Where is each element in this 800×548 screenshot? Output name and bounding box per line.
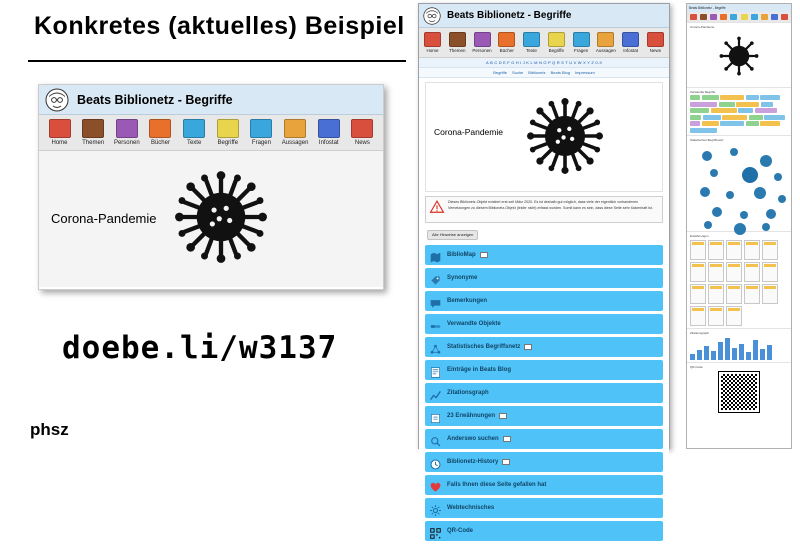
alphabet-letter[interactable]: Y	[587, 60, 591, 65]
page-thumbnail-panel	[686, 3, 792, 449]
home-icon	[424, 32, 441, 47]
thumbnail-nav-aussagen	[761, 14, 768, 20]
thumbnail-chip	[690, 95, 700, 100]
thumbnail-bar	[739, 344, 744, 360]
thumbnail-bar	[725, 338, 730, 360]
network-node	[726, 191, 734, 199]
nav-button-label: News	[649, 47, 662, 53]
notice-text: Dieses Biblionetz-Objekt existiert erst seit März 2020. Es ist deshalb gut möglich, dass viele der eigentlich vorhandenen Vernetzungen zu diesem Biblionetz-Objekt (leider nicht) erfasst wurden. Somit kann es sein, dass diese Seite sehr lückenhaft ist.	[448, 200, 653, 210]
nav-button-label: Bücher	[499, 47, 514, 53]
thumbnail-section-caption: Statistisches Begriffsnetz	[690, 137, 724, 142]
blog-icon	[430, 365, 441, 376]
thumbnail-bar	[697, 350, 702, 360]
card-titlebar	[39, 85, 383, 115]
thumbnail-nav-bücher	[720, 14, 727, 20]
thumbnail-bar	[760, 349, 765, 360]
slide-footer: phsz	[30, 420, 69, 439]
thumbnail-chip	[702, 121, 719, 126]
alphabet-letter[interactable]: S	[561, 60, 565, 65]
nav-button-news[interactable]	[346, 119, 379, 146]
info-flag-icon	[499, 413, 507, 419]
thumbnail-nav-news	[781, 14, 788, 20]
question-icon	[573, 32, 590, 47]
nav-button-personen[interactable]	[110, 119, 143, 146]
thumbnail-card	[744, 240, 760, 260]
thumbnail-bar	[767, 345, 772, 360]
thumbnail-bar	[704, 346, 709, 360]
browser-content	[419, 78, 669, 548]
card-navbar[interactable]	[39, 115, 383, 151]
thumbnail-section-caption: Corona-Pandemie	[690, 25, 715, 29]
thumbnail-bar	[711, 351, 716, 360]
section-row-label: Falls Ihnen diese Seite gefallen hat	[447, 482, 547, 488]
section-row[interactable]	[425, 314, 663, 334]
section-row-label: Webtechnisches	[447, 505, 495, 511]
notice-box	[425, 196, 663, 223]
alphabet-letter[interactable]: O	[543, 60, 547, 65]
alphabet-letter[interactable]: M	[534, 60, 538, 65]
thumbnail-section-caption: Verwandte Begriffe	[690, 89, 716, 94]
alphabet-letter[interactable]: T	[565, 60, 569, 65]
thumbnail-chip	[760, 95, 780, 100]
thumbnail-section-caption: Erwähnungen	[690, 234, 709, 238]
home-icon	[49, 119, 71, 138]
network-node	[700, 187, 710, 197]
section-row[interactable]	[425, 498, 663, 518]
section-row[interactable]	[425, 360, 663, 380]
nav-button-label: Home	[51, 140, 68, 146]
question-icon	[250, 119, 272, 138]
thumbnail-chip	[755, 108, 777, 113]
thumbnail-nav-themen	[700, 14, 707, 20]
thumbnail-card	[762, 262, 778, 282]
section-row[interactable]	[425, 521, 663, 541]
browser-titlebar	[419, 4, 669, 28]
terms-icon	[217, 119, 239, 138]
browser-window	[418, 3, 670, 534]
thumbnail-bar	[746, 352, 751, 360]
coronavirus-icon	[522, 93, 608, 184]
thumbnail-section	[687, 362, 791, 418]
alphabet-letter[interactable]: D	[498, 60, 502, 65]
thumbnail-card	[744, 262, 760, 282]
section-row[interactable]	[425, 429, 663, 449]
nav-button-label: Aussagen	[281, 140, 309, 146]
section-row-label: QR-Code	[447, 528, 473, 534]
thumbnail-nav-texte	[730, 14, 737, 20]
alphabet-letter[interactable]: G	[511, 60, 515, 65]
network-node	[760, 155, 772, 167]
alphabet-letter[interactable]: L	[530, 60, 533, 65]
thumbnail-card	[708, 262, 724, 282]
nav-button-home[interactable]	[421, 32, 444, 54]
alphabet-letter[interactable]: H	[515, 60, 519, 65]
thumbnail-chip-grid	[690, 95, 788, 133]
text-icon	[523, 32, 540, 47]
gear-icon	[430, 503, 441, 514]
section-row-label: Synonyme	[447, 275, 478, 281]
alphabet-letter[interactable]: C	[494, 60, 498, 65]
secondary-nav-link[interactable]: Impressum	[574, 70, 595, 75]
thumbnail-section	[687, 22, 791, 87]
graph-icon	[430, 388, 441, 399]
thumbnail-card	[690, 306, 706, 326]
exclamation-icon	[597, 32, 614, 47]
thumbnail-card	[708, 306, 724, 326]
alphabet-letter[interactable]: F	[507, 60, 510, 65]
thumbnail-card	[762, 284, 778, 304]
secondary-nav-link[interactable]: Suche	[511, 70, 524, 75]
nav-button-bücher[interactable]	[495, 32, 518, 54]
nav-button-fragen[interactable]	[245, 119, 278, 146]
thumbnail-chip	[746, 95, 759, 100]
nav-button-label: Themen	[449, 47, 466, 53]
section-row[interactable]	[425, 406, 663, 426]
nav-button-label: Home	[426, 47, 439, 53]
section-row[interactable]	[425, 383, 663, 403]
network-node	[774, 173, 782, 181]
nav-button-bücher[interactable]	[144, 119, 177, 146]
thumbnail-bar	[718, 342, 723, 360]
alphabet-letter[interactable]: X	[583, 60, 587, 65]
info-flag-icon	[524, 344, 532, 350]
thumbnail-chip	[690, 108, 709, 113]
thumbnail-section	[687, 328, 791, 363]
thumbnail-section	[687, 231, 791, 328]
map-icon	[430, 250, 441, 261]
alphabet-letter[interactable]: W	[577, 60, 582, 65]
beat-avatar-icon	[45, 88, 69, 112]
alphabet-letter[interactable]: Q	[552, 60, 556, 65]
nav-button-label: Fragen	[251, 140, 271, 146]
nav-button-infostat[interactable]	[619, 32, 642, 54]
thumbnail-chip	[720, 121, 744, 126]
thumbnail-card	[690, 284, 706, 304]
news-icon	[647, 32, 664, 47]
exclamation-icon	[284, 119, 306, 138]
section-row[interactable]	[425, 245, 663, 265]
alphabet-letter[interactable]: 0-9	[595, 60, 602, 65]
alphabet-index[interactable]	[419, 58, 669, 68]
thumbnail-chip	[749, 115, 763, 120]
thumbnail-section-caption: QR-Code	[690, 365, 703, 369]
thumbnail-nav-home	[690, 14, 697, 20]
thumbnail-card	[744, 284, 760, 304]
barchart-icon	[318, 119, 340, 138]
thumbnail-card	[708, 284, 724, 304]
card-title: Beats Biblionetz - Begriffe	[77, 92, 233, 107]
quote-icon	[430, 411, 441, 422]
thumbnail-nav-infostat	[771, 14, 778, 20]
clock-icon	[430, 457, 441, 468]
alphabet-letter[interactable]: U	[569, 60, 573, 65]
thumbnail-navbar	[687, 12, 791, 22]
books-icon	[498, 32, 515, 47]
section-row-label: Einträge in Beats Blog	[447, 367, 512, 373]
hero-panel	[425, 82, 663, 192]
nav-button-label: Texte	[526, 47, 537, 53]
thumbnail-chip	[761, 102, 773, 107]
thumbnail-card	[726, 306, 742, 326]
thumbnail-chip	[746, 121, 759, 126]
thumbnail-chip	[690, 115, 701, 120]
section-row-label: Bemerkungen	[447, 298, 488, 304]
thumbnail-card	[690, 240, 706, 260]
news-icon	[351, 119, 373, 138]
section-row-label: BiblioMap	[447, 252, 476, 258]
section-row[interactable]	[425, 268, 663, 288]
thumbnail-card-grid	[690, 240, 788, 326]
qrcode-icon	[719, 372, 759, 412]
terms-icon	[548, 32, 565, 47]
section-row[interactable]	[425, 452, 663, 472]
network-node	[766, 209, 776, 219]
section-list[interactable]	[425, 245, 663, 548]
alphabet-letter[interactable]: J	[522, 60, 526, 65]
presentation-slide	[0, 0, 415, 450]
thumbnail-chip	[690, 121, 700, 126]
thumbnail-chip	[760, 121, 780, 126]
section-row-label: Zitationsgraph	[447, 390, 489, 396]
info-flag-icon	[480, 252, 488, 258]
nav-button-label: Personen	[472, 47, 492, 53]
show-all-notices-button[interactable]: Alle Hinweise anzeigen	[427, 230, 478, 240]
nav-button-label: Fragen	[573, 47, 589, 53]
nav-button-fragen[interactable]	[570, 32, 593, 54]
thumbnail-card	[690, 262, 706, 282]
thumbnail-chip	[720, 95, 744, 100]
thumbnail-titlebar: Beats Biblionetz - Begriffe	[687, 4, 791, 12]
thumbnail-chip	[703, 115, 721, 120]
nav-button-begriffe[interactable]	[211, 119, 244, 146]
section-row-label: 23 Erwähnungen	[447, 413, 496, 419]
info-flag-icon	[502, 459, 510, 465]
nav-button-label: Texte	[186, 140, 202, 146]
nav-button-home[interactable]	[43, 119, 76, 146]
nav-button-label: Infostat	[318, 140, 339, 146]
page-title: Konkretes (aktuelles) Beispiel	[34, 12, 405, 40]
thumbnail-section-caption: Zitationsgraph	[690, 330, 710, 335]
thumbnail-chip	[690, 128, 717, 133]
nav-button-label: Bücher	[150, 140, 170, 146]
warning-triangle-icon	[430, 200, 444, 219]
section-row[interactable]	[425, 337, 663, 357]
thumbnail-chip	[719, 102, 735, 107]
alphabet-letter[interactable]: A	[486, 60, 489, 65]
nav-button-label: News	[354, 140, 370, 146]
thumbnail-nav-fragen	[751, 14, 758, 20]
thumbnail-card	[708, 240, 724, 260]
text-icon	[183, 119, 205, 138]
beat-avatar-icon	[423, 7, 441, 25]
nav-button-label: Themen	[82, 140, 105, 146]
nav-button-label: Begriffe	[548, 47, 565, 53]
nav-button-label: Aussagen	[595, 47, 616, 53]
heart-icon	[430, 480, 441, 491]
secondary-navbar[interactable]	[419, 68, 669, 78]
nav-button-themen[interactable]	[446, 32, 469, 54]
thumbnail-bar-chart	[690, 336, 788, 360]
thumbnail-card	[726, 262, 742, 282]
nav-button-texte[interactable]	[178, 119, 211, 146]
thumbnail-chip	[690, 102, 717, 107]
book-brown-icon	[82, 119, 104, 138]
barchart-icon	[622, 32, 639, 47]
network-node	[730, 148, 738, 156]
coronavirus-icon	[169, 165, 273, 274]
network-node	[702, 151, 712, 161]
alphabet-letter[interactable]: R	[556, 60, 560, 65]
thumbnail-chip	[722, 115, 747, 120]
secondary-nav-link[interactable]: Biblionetz	[528, 70, 546, 75]
thumbnail-bar	[732, 348, 737, 360]
section-row-label: Biblionetz-History	[447, 459, 499, 465]
section-row-label: Anderswo suchen	[447, 436, 499, 442]
books-icon	[149, 119, 171, 138]
nav-button-news[interactable]	[644, 32, 667, 54]
thumbnail-nav-personen	[710, 14, 717, 20]
network-node	[754, 187, 766, 199]
alphabet-letter[interactable]: Z	[591, 60, 595, 65]
nav-button-label: Infostat	[623, 47, 638, 53]
nav-button-label: Begriffe	[217, 140, 239, 146]
thumbnail-card	[726, 284, 742, 304]
nav-button-aussagen[interactable]	[279, 119, 312, 146]
secondary-nav-link[interactable]: Beats Blog	[550, 70, 570, 75]
title-divider	[28, 60, 406, 62]
book-brown-icon	[449, 32, 466, 47]
person-icon	[474, 32, 491, 47]
network-node	[740, 211, 748, 219]
nav-button-infostat[interactable]	[312, 119, 345, 146]
qrcode-icon	[430, 526, 441, 537]
hero-label: Corona-Pandemie	[434, 127, 503, 137]
thumbnail-chip	[736, 102, 759, 107]
thumbnail-bar	[753, 340, 758, 360]
nav-button-begriffe[interactable]	[545, 32, 568, 54]
section-row[interactable]	[425, 475, 663, 495]
network-node	[762, 223, 770, 231]
browser-title: Beats Biblionetz - Begriffe	[447, 10, 572, 21]
section-row-label: Verwandte Objekte	[447, 321, 501, 327]
nav-button-themen[interactable]	[77, 119, 110, 146]
network-node	[712, 207, 722, 217]
network-icon	[430, 342, 441, 353]
thumbnail-nav-begriffe	[741, 14, 748, 20]
alphabet-letter[interactable]: K	[526, 60, 530, 65]
screenshot-card	[38, 84, 384, 290]
info-flag-icon	[503, 436, 511, 442]
secondary-nav-link[interactable]: Begriffe	[493, 70, 507, 75]
alphabet-letter[interactable]: N	[539, 60, 543, 65]
link-icon	[430, 319, 441, 330]
network-node	[704, 221, 712, 229]
browser-navbar[interactable]	[419, 28, 669, 58]
alphabet-letter[interactable]: E	[503, 60, 507, 65]
thumbnail-section	[687, 87, 791, 135]
card-content	[39, 151, 383, 287]
thumbnail-chip	[764, 115, 785, 120]
section-row[interactable]	[425, 291, 663, 311]
nav-button-aussagen[interactable]	[594, 32, 617, 54]
person-icon	[116, 119, 138, 138]
thumbnail-section	[687, 135, 791, 232]
network-node	[734, 223, 746, 235]
thumbnail-card	[726, 240, 742, 260]
search-icon	[430, 434, 441, 445]
alphabet-letter[interactable]: P	[548, 60, 551, 65]
coronavirus-icon	[690, 31, 788, 85]
nav-button-texte[interactable]	[520, 32, 543, 54]
card-content-label: Corona-Pandemie	[51, 211, 157, 226]
speech-bubble-icon	[430, 296, 441, 307]
short-url: doebe.li/w3137	[62, 330, 338, 366]
thumbnail-chip	[702, 95, 719, 100]
network-node	[710, 169, 718, 177]
thumbnail-network-graph	[690, 143, 788, 229]
tag-icon	[430, 273, 441, 284]
section-row-label: Statistisches Begriffsnetz	[447, 344, 521, 350]
nav-button-personen[interactable]	[471, 32, 494, 54]
thumbnail-chip	[711, 108, 737, 113]
network-node	[742, 167, 758, 183]
thumbnail-bar	[690, 354, 695, 360]
nav-button-label: Personen	[113, 140, 140, 146]
alphabet-letter[interactable]: B	[490, 60, 494, 65]
thumbnail-chip	[738, 108, 753, 113]
alphabet-letter[interactable]: V	[573, 60, 577, 65]
thumbnail-card	[762, 240, 778, 260]
network-node	[778, 195, 786, 203]
alphabet-letter[interactable]: I	[520, 60, 522, 65]
